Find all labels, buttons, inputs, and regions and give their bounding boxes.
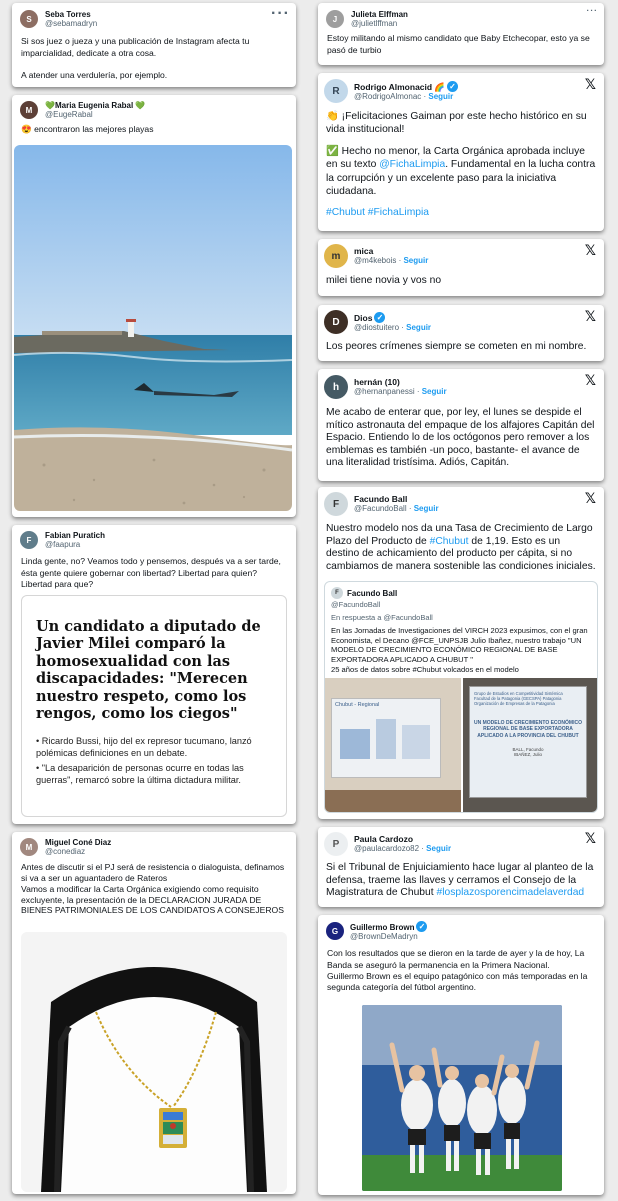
avatar[interactable]: G	[326, 922, 344, 940]
tweet-header	[318, 915, 604, 941]
follow-button[interactable]: Seguir	[421, 387, 447, 397]
verified-badge-icon: ✓	[374, 312, 385, 323]
author-name[interactable]: Guillermo Brown ✓	[350, 921, 427, 932]
avatar[interactable]: S	[20, 10, 38, 28]
author-handle[interactable]: @hernanpanessi	[354, 387, 415, 397]
tweet-card-hernan[interactable]	[318, 369, 604, 481]
author-handle[interactable]: @julietlffman	[351, 19, 398, 29]
tweet-header	[318, 73, 604, 103]
author-handle[interactable]: @diostuitero	[354, 323, 400, 333]
verified-badge-icon: ✓	[447, 81, 458, 92]
avatar[interactable]: R	[324, 79, 348, 103]
follow-button[interactable]: Seguir	[428, 92, 454, 102]
quoted-author-handle[interactable]: @FacundoBall	[331, 600, 381, 609]
follow-button[interactable]: Seguir	[403, 256, 429, 266]
football-team-photo[interactable]	[362, 1005, 562, 1191]
more-horizontal-icon[interactable]: ···	[271, 5, 290, 22]
quoted-tweet-text: En las Jornadas de Investigaciones del VIRCH 2023 expusimos, con el gran Economista, el Decano @FCE_UNPSJB Julio Ibañez, nuestro trabajo "UN MODELO DE CRECIMIENTO ECONÓMICO REGIONAL DE BASE EXPORTADORA APLICADO A CHUBUT " 25 años de datos sobre #Chubut volcados en el modelo	[331, 626, 588, 674]
tweet-text: Los peores crímenes siempre se cometen en mi nombre.	[326, 341, 587, 352]
avatar[interactable]: h	[324, 375, 348, 399]
mention-link[interactable]: @FichaLimpia	[379, 159, 446, 171]
tweet-card-julieta-elffman[interactable]	[318, 3, 604, 65]
tweet-text: Con los resultados que se dieron en la tarde de ayer y la de hoy, La Banda se aseguró la permanencia en la Primera Nacional. Guillermo Brown es el equipo patagónico con más temporadas en la segunda categoría del fútbol argentino.	[327, 948, 588, 992]
avatar[interactable]: F	[324, 492, 348, 516]
author-name[interactable]: 💚Maria Eugenia Rabal 💚	[45, 101, 146, 110]
follow-button[interactable]: Seguir	[426, 844, 452, 854]
necklace-photo-svg	[21, 932, 287, 1192]
tweet-card-seba-torres[interactable]	[12, 3, 296, 87]
quoted-tweet[interactable]	[324, 581, 598, 813]
x-logo-icon[interactable]: 𝕏	[584, 373, 596, 389]
tweet-card-dios[interactable]	[318, 305, 604, 361]
tweet-header	[318, 3, 604, 28]
football-team-photo-svg	[362, 1005, 562, 1191]
verified-badge-icon: ✓	[416, 921, 427, 932]
x-logo-icon[interactable]: 𝕏	[584, 831, 596, 847]
author-name[interactable]: Seba Torres	[45, 10, 91, 19]
author-name[interactable]: hernán (10)	[354, 377, 400, 387]
author-name[interactable]: Fabian Puratich	[45, 531, 106, 540]
reply-context: En respuesta a @FacundoBall	[331, 613, 433, 622]
author-name[interactable]: Dios ✓	[354, 312, 431, 324]
hashtag-link[interactable]: #losplazosporencimadelaverdad	[436, 887, 585, 899]
tweet-card-miguel-cone-diaz[interactable]	[12, 832, 296, 1194]
tweet-header	[318, 305, 604, 334]
tweet-card-maria-eugenia-rabal[interactable]	[12, 95, 296, 517]
author-handle-row: @diostuitero · Seguir	[354, 323, 432, 333]
quoted-photo-right[interactable]	[463, 678, 598, 813]
avatar[interactable]: P	[324, 832, 348, 856]
tweet-card-fabian-puratich[interactable]	[12, 525, 296, 824]
article-headline: Un candidato a diputado de Javier Milei comparó la homosexualidad con las discapacidades: "Merecen nuestro respeto, como los rengos, como los ciegos"	[36, 618, 261, 722]
author-handle[interactable]: @sebamadryn	[45, 19, 98, 29]
tweet-text: Si sos juez o jueza y una publicación de Instagram afecta tu imparcialidad, dedicate a otra cosa. A atender una verdulería, por ejemplo.	[21, 36, 250, 80]
tweet-text: Antes de discutir si el PJ será de resistencia o dialoguista, definamos si va a ser un aguantadero de Rateros Vamos a modificar la Carta Orgánica exigiendo como requisito excluyente, la presentación de la DECLARACION JURADA DE BIENES PATRIMONIALES DE LOS CANDIDATOS A CONSEJEROS	[21, 862, 285, 916]
tweet-card-mica[interactable]	[318, 239, 604, 296]
tweet-text: Linda gente, no? Veamos todo y pensemos, después va a ser tarde, ésta gente quiere gobernar con libertad? Libertad para quien? Libertad para que?	[21, 556, 281, 589]
avatar[interactable]: F	[20, 531, 38, 549]
author-handle-row: @m4kebois · Seguir	[354, 256, 429, 266]
x-logo-icon[interactable]: 𝕏	[584, 491, 596, 507]
tweet-text: Me acabo de enterar que, por ley, el lunes se despide el mítico astronauta del empaque de los alfajores Capitán del Espacio. Entiendo lo de los octógonos pero remover a los emblemas es también -un poco, bastante- el avance de una literalidad tristísima. Adiós, Capitán.	[326, 407, 595, 469]
slide-title: UN MODELO DE CRECIMIENTO ECONÓMICO REGIONAL DE BASE EXPORTADORA APLICADO A LA PROVINCIA DEL CHUBUT	[474, 720, 582, 739]
tweet-card-paula-cardozo[interactable]	[318, 827, 604, 907]
beach-photo[interactable]	[14, 145, 292, 511]
tweet-header	[12, 95, 296, 119]
more-horizontal-icon[interactable]: ···	[586, 5, 598, 15]
avatar[interactable]: M	[20, 838, 38, 856]
tweet-card-guillermo-brown[interactable]	[318, 915, 604, 1195]
quoted-author-name[interactable]: Facundo Ball	[347, 588, 398, 598]
avatar[interactable]: m	[324, 244, 348, 268]
avatar[interactable]: M	[20, 101, 38, 119]
tweet-header	[318, 369, 604, 399]
tweet-header	[12, 525, 296, 549]
author-name[interactable]: mica	[354, 246, 374, 256]
tweet-header	[318, 827, 604, 856]
tweet-text: Estoy militando al mismo candidato que Baby Etchecopar, esto ya se pasó de turbio	[327, 33, 590, 55]
slide-chart-icon	[332, 711, 440, 771]
x-logo-icon[interactable]: 𝕏	[584, 77, 596, 93]
author-name[interactable]: Julieta Elffman	[351, 10, 408, 19]
beach-photo-svg	[14, 145, 292, 511]
quoted-photos	[325, 678, 598, 813]
tweet-paragraph: ✅ Hecho no menor, la Carta Orgánica aprobada incluye en su texto @FichaLimpia. Fundamental en la lucha contra la corrupción y un excelente paso para la iniciativa ciudadana.	[326, 145, 596, 197]
x-logo-icon[interactable]: 𝕏	[584, 243, 596, 259]
author-handle[interactable]: @paulacardozo82	[354, 844, 420, 854]
author-handle-row: @FacundoBall · Seguir	[354, 504, 439, 514]
author-handle-row: @RodrigoAlmonac · Seguir	[354, 92, 454, 102]
quoted-photo-left[interactable]	[325, 678, 461, 813]
quoted-tweet-header	[325, 582, 597, 599]
tweet-paragraph: 👏 ¡Felicitaciones Gaiman por este hecho histórico en su vida institucional!	[326, 111, 587, 136]
tweet-text: Nuestro modelo nos da una Tasa de Crecimiento de Largo Plazo del Producto de #Chubut de 1,19. Esto es un destino de achicamiento del producto per cápita, si no cambiamos de manera sostenible las condiciones iniciales.	[326, 523, 596, 572]
author-handle-row: @hernanpanessi · Seguir	[354, 387, 447, 397]
news-article-card[interactable]	[21, 595, 287, 817]
tweet-header	[12, 3, 296, 28]
author-name[interactable]: Miguel Coné Diaz	[45, 838, 112, 847]
author-handle[interactable]: @faapura	[45, 540, 81, 550]
article-bullet: • "La desaparición de personas ocurre en todas las guerras", remarcó sobre la última dictadura militar.	[36, 763, 244, 786]
author-handle[interactable]: @conediaz	[45, 847, 86, 857]
projected-slide	[331, 698, 441, 778]
follow-button[interactable]: Seguir	[406, 323, 432, 333]
slide-authors: BALL, Facundo IBAÑEZ, Julio	[512, 746, 544, 757]
author-name[interactable]: Facundo Ball	[354, 494, 408, 504]
author-name[interactable]: Paula Cardozo	[354, 834, 414, 844]
author-handle[interactable]: @RodrigoAlmonac	[354, 92, 422, 102]
author-handle[interactable]: @BrownDeMadryn	[350, 932, 418, 942]
slide-header: Grupo de Estudios en Competitividad Sistémica Facultad de la Patagonia (GECSPA) Patagonia Organización de Empresas de la Patagonia	[474, 691, 563, 707]
author-name[interactable]: Rodrigo Almonacid 🌈 ✓	[354, 81, 458, 93]
tweet-header	[12, 832, 296, 856]
article-bullet: • Ricardo Bussi, hijo del ex represor tucumano, lanzó polémicas definiciones en un debate.	[36, 736, 252, 759]
tweet-header	[318, 239, 604, 268]
tweet-card-rodrigo-almonacid[interactable]	[318, 73, 604, 231]
hashtag-links[interactable]: #Chubut #FichaLimpia	[326, 207, 430, 219]
tweet-text	[318, 103, 604, 220]
x-logo-icon[interactable]: 𝕏	[584, 309, 596, 325]
author-handle[interactable]: @FacundoBall	[354, 504, 407, 514]
necklace-photo[interactable]	[21, 932, 287, 1192]
tweet-text: milei tiene novia y vos no	[326, 275, 442, 286]
slide-title: Chubut - Regional	[335, 702, 380, 708]
avatar[interactable]: J	[326, 10, 344, 28]
projected-slide	[469, 686, 587, 798]
avatar[interactable]: D	[324, 310, 348, 334]
author-handle[interactable]: @EugeRabal	[45, 110, 93, 120]
author-handle[interactable]: @m4kebois	[354, 256, 397, 266]
table-surface	[325, 790, 461, 813]
tweet-header	[318, 487, 604, 516]
avatar[interactable]: F	[331, 587, 343, 599]
tweet-card-facundo-ball[interactable]	[318, 487, 604, 819]
author-handle-row: @paulacardozo82 · Seguir	[354, 844, 452, 854]
tweet-text: 😍 encontraron las mejores playas	[21, 124, 154, 135]
tweet-text: Si el Tribunal de Enjuiciamiento hace lugar al planteo de la defensa, traeme las llaves y cerramos el Consejo de la Magistratura de Chubut #losplazosporencimadelaverdad	[326, 862, 594, 899]
follow-button[interactable]: Seguir	[413, 504, 439, 514]
hashtag-link[interactable]: #Chubut	[429, 535, 469, 547]
